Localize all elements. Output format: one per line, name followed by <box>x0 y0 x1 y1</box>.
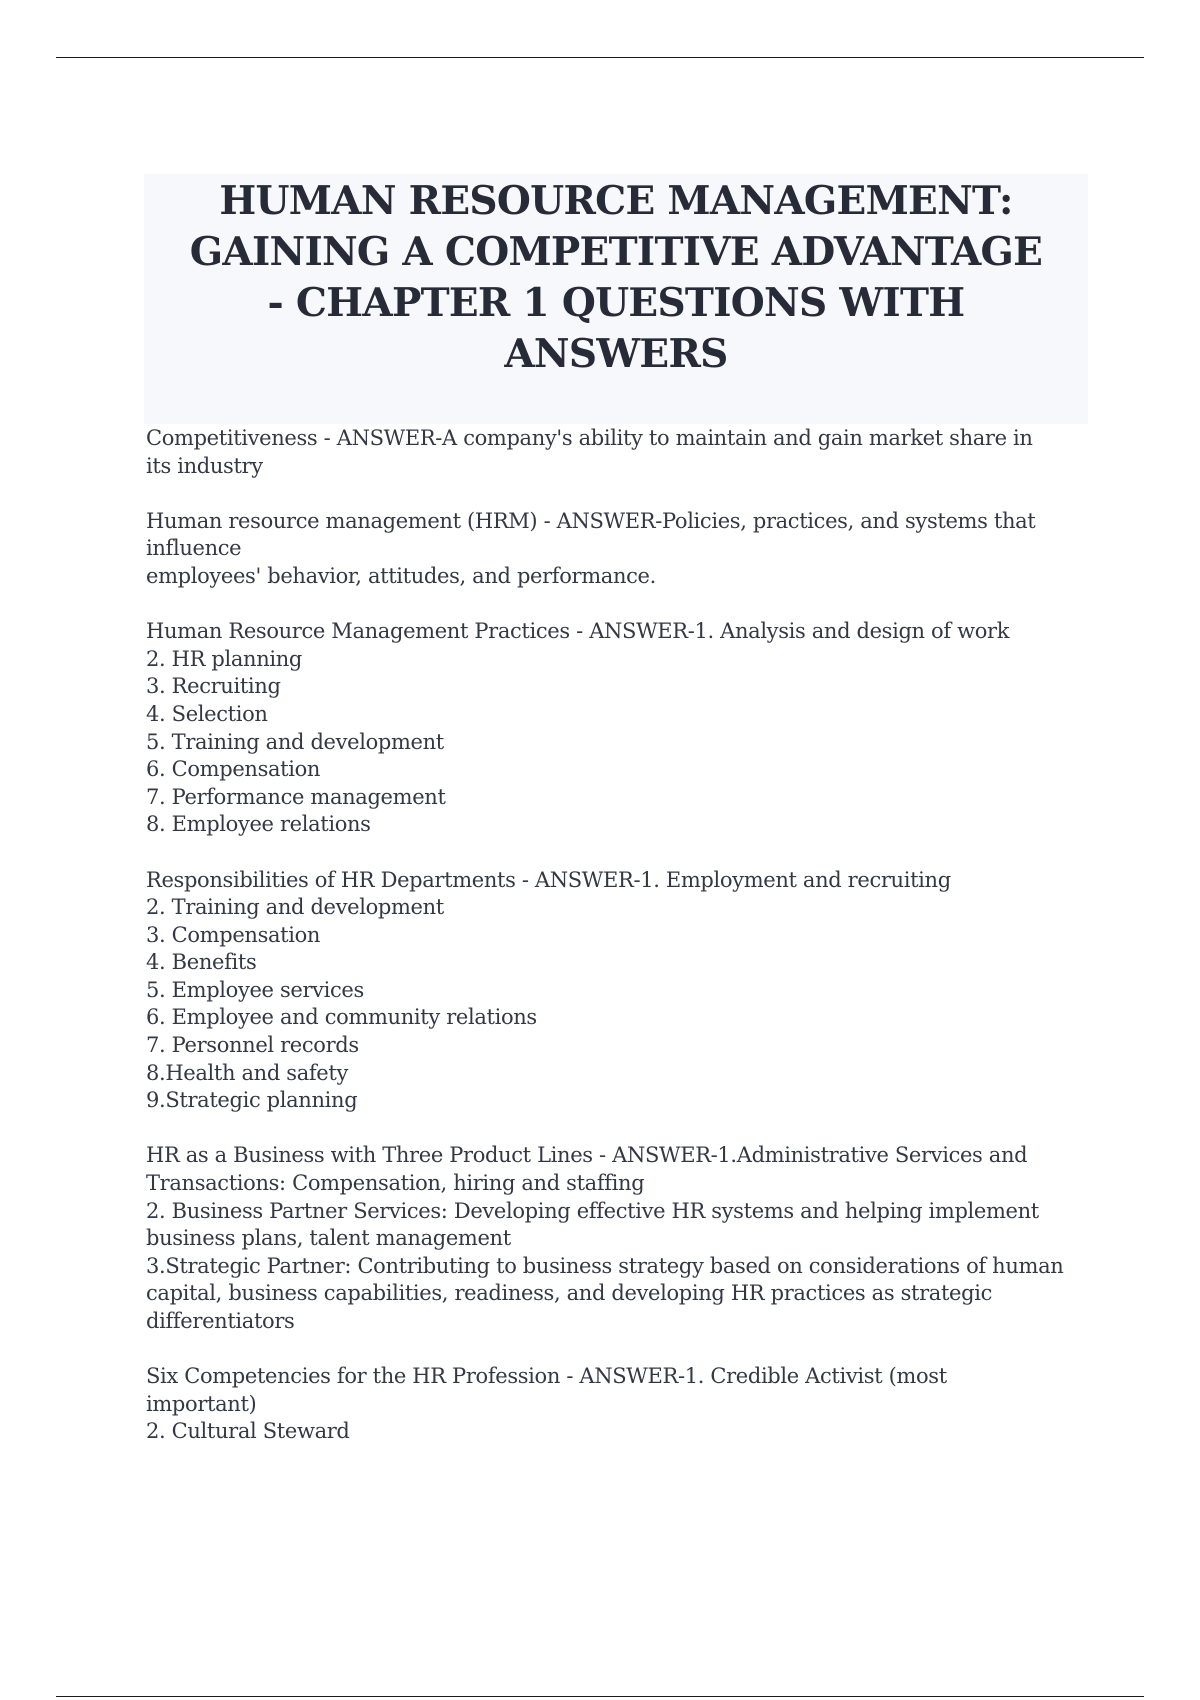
text-line: important) <box>146 1391 257 1416</box>
qa-entry-hr-product-lines <box>146 1142 1096 1335</box>
qa-entry-hrm-practices <box>146 618 1096 839</box>
list-line: 9.Strategic planning <box>146 1088 358 1113</box>
list-line: 3. Recruiting <box>146 674 281 699</box>
list-line: 7. Performance management <box>146 784 446 809</box>
text-line: Transactions: Compensation, hiring and staffing <box>146 1171 645 1196</box>
list-line: 8.Health and safety <box>146 1060 348 1085</box>
top-rule <box>56 57 1144 58</box>
text-line: 3.Strategic Partner: Contributing to business strategy based on considerations of human <box>146 1253 1064 1278</box>
list-line: 8. Employee relations <box>146 812 371 837</box>
qa-entry-competitiveness <box>146 425 1096 480</box>
list-line: 4. Selection <box>146 701 268 726</box>
qa-entry-hr-responsibilities <box>146 867 1096 1115</box>
list-line: 2. HR planning <box>146 646 303 671</box>
title-line: - CHAPTER 1 QUESTIONS WITH <box>267 280 965 326</box>
title-line: GAINING A COMPETITIVE ADVANTAGE <box>189 229 1043 275</box>
list-line: 4. Benefits <box>146 950 257 975</box>
text-line: employees' behavior, attitudes, and performance. <box>146 563 656 588</box>
list-line: 5. Training and development <box>146 729 444 754</box>
text-line: Human Resource Management Practices - ANSWER-1. Analysis and design of work <box>146 619 1010 644</box>
list-line: 5. Employee services <box>146 977 364 1002</box>
list-line: 2. Cultural Steward <box>146 1419 350 1444</box>
list-line: 6. Employee and community relations <box>146 1005 537 1030</box>
title-line: ANSWERS <box>504 331 728 377</box>
text-line: differentiators <box>146 1309 295 1333</box>
list-line: 2. Training and development <box>146 895 444 920</box>
qa-entry-hr-competencies <box>146 1363 1096 1446</box>
text-line: Responsibilities of HR Departments - ANSWER-1. Employment and recruiting <box>146 867 951 892</box>
text-line: 2. Business Partner Services: Developing effective HR systems and helping implement <box>146 1198 1039 1223</box>
text-line: HR as a Business with Three Product Lines - ANSWER-1.Administrative Services and <box>146 1143 1028 1168</box>
qa-content <box>146 425 1096 1474</box>
text-line: Human resource management (HRM) - ANSWER-Policies, practices, and systems that <box>146 508 1036 533</box>
title-banner <box>144 174 1088 424</box>
list-line: 7. Personnel records <box>146 1033 359 1058</box>
text-line: Six Competencies for the HR Profession - ANSWER-1. Credible Activist (most <box>146 1364 947 1389</box>
text-line: its industry <box>146 453 263 478</box>
list-line: 6. Compensation <box>146 757 321 782</box>
text-line: business plans, talent management <box>146 1226 511 1251</box>
document-title <box>144 176 1088 380</box>
text-line: capital, business capabilities, readiness, and developing HR practices as strategic <box>146 1281 992 1306</box>
bottom-rule <box>56 1696 1144 1697</box>
qa-entry-hrm <box>146 508 1096 591</box>
text-line: Competitiveness - ANSWER-A company's ability to maintain and gain market share in <box>146 426 1033 450</box>
title-line: HUMAN RESOURCE MANAGEMENT: <box>219 178 1013 224</box>
list-line: 3. Compensation <box>146 922 321 947</box>
text-line: influence <box>146 536 242 561</box>
